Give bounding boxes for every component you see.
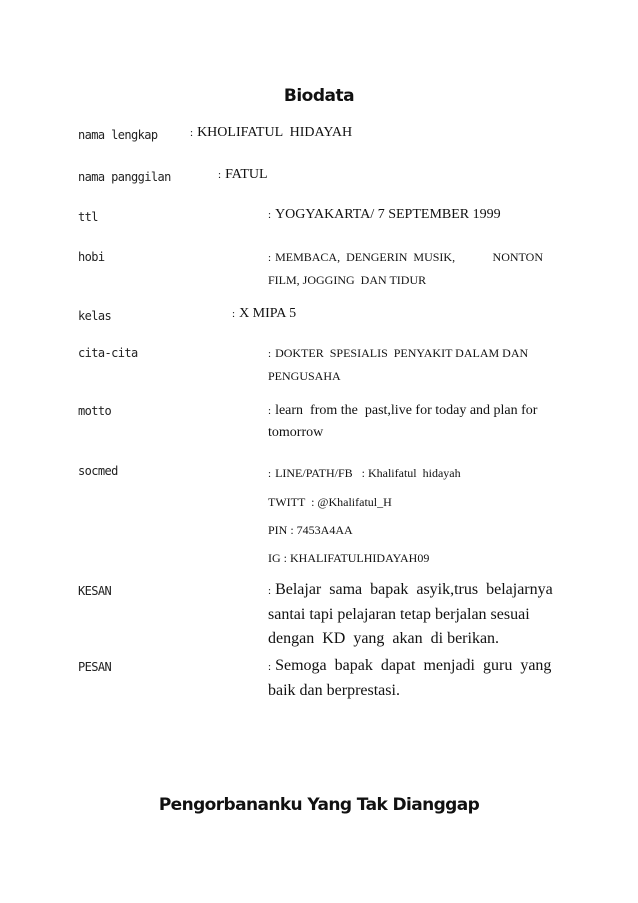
value-line: MEMBACA, DENGERIN MUSIK, [275, 250, 456, 264]
value-line: tomorrow [268, 425, 324, 440]
value-pesan [268, 654, 551, 703]
value-socmed [268, 459, 461, 572]
value-text: FATUL [225, 167, 268, 182]
value-hobi [268, 246, 543, 291]
label-pesan: PESAN [78, 660, 112, 674]
label-socmed: socmed [78, 464, 118, 478]
value-motto [268, 400, 537, 444]
value-line: PENGUSAHA [268, 369, 341, 383]
separator: : [190, 127, 194, 139]
page-title: Biodata [283, 86, 355, 106]
value-text: X MIPA 5 [239, 306, 297, 321]
value-line: Semoga bapak dapat menjadi guru yang [275, 657, 552, 674]
label-nama-panggilan: nama panggilan [78, 170, 171, 184]
footer-title: Pengorbananku Yang Tak Dianggap [158, 795, 480, 815]
value-nama-lengkap [190, 122, 352, 144]
value-kelas [232, 303, 296, 325]
separator: : [218, 169, 222, 181]
value-line: FILM, JOGGING DAN TIDUR [268, 273, 427, 287]
value-kesan [268, 578, 553, 651]
separator: : [268, 468, 272, 480]
value-line: baik dan berprestasi. [268, 682, 400, 699]
label-kelas: kelas [78, 309, 112, 323]
separator: : [268, 252, 272, 264]
separator: : [268, 585, 272, 597]
value-line: learn from the past,live for today and plan for [275, 403, 538, 418]
separator: : [268, 348, 272, 360]
value-line: santai tapi pelajaran tetap berjalan sesuai [268, 606, 530, 623]
value-ttl [268, 204, 501, 226]
label-ttl: ttl [78, 210, 98, 224]
value-text: KHOLIFATUL HIDAYAH [197, 125, 353, 140]
value-line: IG : KHALIFATULHIDAYAH09 [268, 551, 430, 565]
label-hobi: hobi [78, 250, 105, 264]
separator: : [268, 661, 272, 673]
separator: : [268, 405, 272, 417]
label-nama-lengkap: nama lengkap [78, 128, 158, 142]
value-line: PIN : 7453A4AA [268, 523, 353, 537]
value-line: DOKTER SPESIALIS PENYAKIT DALAM DAN [275, 346, 529, 360]
separator: : [268, 209, 272, 221]
value-line: Belajar sama bapak asyik,trus belajarnya [275, 581, 553, 598]
value-text: YOGYAKARTA/ 7 SEPTEMBER 1999 [275, 207, 501, 222]
separator: : [232, 308, 236, 320]
value-cita-cita [268, 342, 528, 387]
label-motto: motto [78, 404, 112, 418]
value-line: TWITT : @Khalifatul_H [268, 495, 392, 509]
value-line: dengan KD yang akan di berikan. [268, 630, 500, 647]
value-nama-panggilan [218, 164, 268, 186]
value-line: NONTON [492, 250, 543, 264]
label-cita-cita: cita-cita [78, 346, 138, 360]
value-line: LINE/PATH/FB : Khalifatul hidayah [275, 466, 461, 480]
label-kesan: KESAN [78, 584, 112, 598]
